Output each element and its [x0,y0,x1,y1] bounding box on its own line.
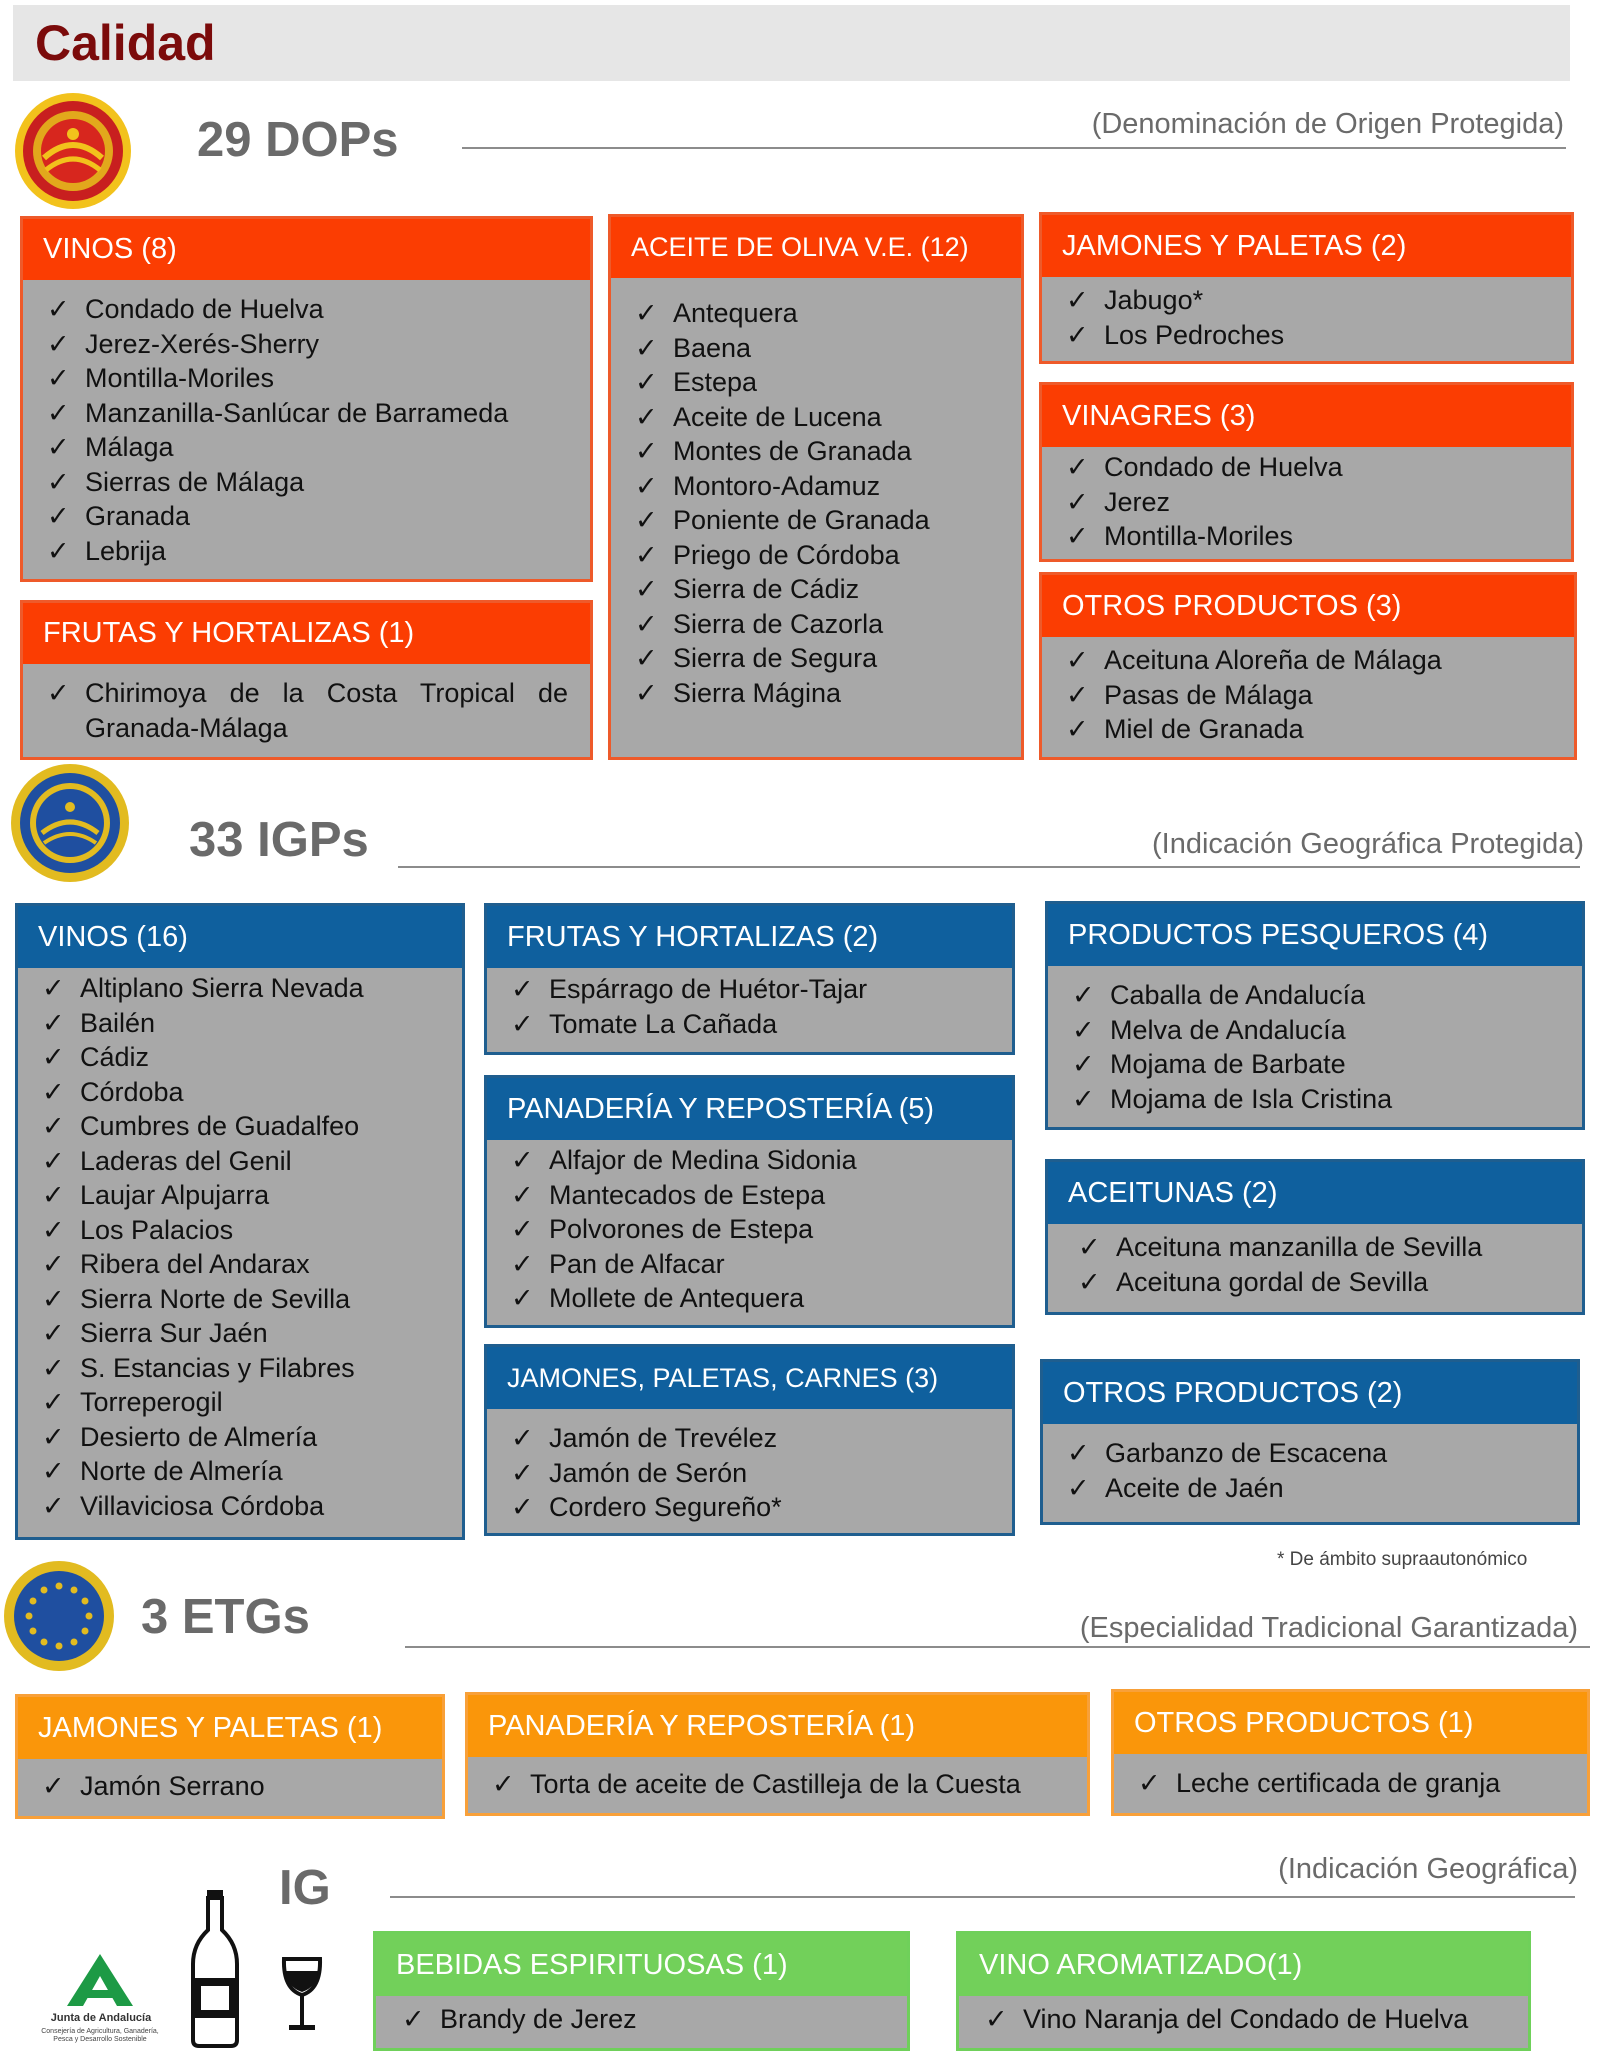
dop-frutas-header: FRUTAS Y HORTALIZAS (1) [23,603,590,664]
check-icon: ✓ [42,1490,65,1521]
dop-aceite-header: ACEITE DE OLIVA V.E. (12) [611,217,1021,278]
check-icon: ✓ [1066,486,1089,517]
check-icon: ✓ [1072,1014,1095,1045]
igp-frutas-list [487,968,1012,1041]
etg-jamones-box [15,1694,445,1819]
check-icon: ✓ [985,2004,1008,2034]
check-icon: ✓ [1066,285,1089,315]
list-item: ✓ Montes de Granada [635,434,1011,469]
check-icon: ✓ [511,1423,534,1453]
list-item: ✓ Ribera del Andarax [42,1247,452,1282]
ig-rule [390,1896,1575,1898]
etg-panaderia-box [465,1692,1090,1816]
check-icon: ✓ [42,1145,65,1176]
check-icon: ✓ [635,401,658,432]
list-item: ✓ Jamón Serrano [42,1769,432,1804]
list-item: ✓ Montilla-Moriles [47,361,580,396]
list-item: ✓ Tomate La Cañada [511,1007,1002,1042]
ig-section-title: IG [279,1861,331,1915]
check-icon: ✓ [635,436,658,466]
check-icon: ✓ [635,574,658,604]
dop-vinos-box [20,216,593,582]
etg-otros-box [1111,1689,1590,1816]
check-icon: ✓ [1072,1049,1095,1079]
check-icon: ✓ [42,1076,65,1107]
check-icon: ✓ [42,1387,65,1417]
list-item: ✓ Chirimoya de la Costa Tropical de Granada-Málaga [47,678,568,743]
igp-panaderia-list [487,1140,1012,1316]
check-icon: ✓ [47,501,70,531]
check-icon: ✓ [1078,1232,1101,1262]
list-item: ✓ Polvorones de Estepa [511,1212,1002,1247]
check-icon: ✓ [42,973,65,1003]
dop-jamones-header: JAMONES Y PALETAS (2) [1042,215,1571,277]
list-item: ✓ Córdoba [42,1075,452,1110]
etg-panaderia-header: PANADERÍA Y REPOSTERÍA (1) [468,1695,1087,1757]
check-icon: ✓ [511,974,534,1004]
igp-section-subtitle: (Indicación Geográfica Protegida) [1151,828,1584,860]
check-icon: ✓ [511,1008,534,1039]
check-icon: ✓ [47,397,70,428]
page-title: Calidad [35,15,216,71]
check-icon: ✓ [635,367,658,397]
list-item: ✓ Poniente de Granada [635,503,1011,538]
igp-jamones-box [484,1344,1015,1536]
list-item: ✓ Lebrija [47,534,580,569]
etg-rule [405,1646,1590,1648]
list-item: ✓ Melva de Andalucía [1072,1013,1572,1048]
check-icon: ✓ [42,1180,65,1210]
igp-otros-list [1043,1424,1577,1505]
check-icon: ✓ [42,1421,65,1452]
list-item: ✓ Brandy de Jerez [402,2002,897,2037]
check-icon: ✓ [1066,521,1089,551]
check-icon: ✓ [1138,1768,1161,1798]
dop-rule [462,147,1566,149]
check-icon: ✓ [511,1457,534,1488]
etg-section-subtitle: (Especialidad Tradicional Garantizada) [1079,1612,1578,1644]
check-icon: ✓ [1072,980,1095,1010]
dop-seal-icon [14,92,132,210]
list-item: ✓ Jerez [1066,485,1561,520]
igp-aceitunas-list [1048,1224,1582,1299]
check-icon: ✓ [47,432,70,462]
igp-vinos-header: VINOS (16) [18,906,462,968]
etg-jamones-header: JAMONES Y PALETAS (1) [18,1697,442,1759]
list-item: ✓ Los Pedroches [1066,318,1561,353]
list-item: ✓ Mollete de Antequera [511,1281,1002,1316]
list-item: ✓ Vino Naranja del Condado de Huelva [985,2002,1518,2037]
check-icon: ✓ [511,1492,534,1522]
footnote: * De ámbito supraautonómico [1277,1549,1528,1570]
check-icon: ✓ [635,505,658,535]
igp-jamones-header: JAMONES, PALETAS, CARNES (3) [487,1347,1012,1409]
list-item: ✓ Montilla-Moriles [1066,519,1561,554]
ig-vino-list [959,1996,1528,2037]
check-icon: ✓ [42,1771,65,1801]
igp-seal-icon [10,763,130,883]
check-icon: ✓ [42,1456,65,1486]
list-item: ✓ Cádiz [42,1040,452,1075]
etg-panaderia-list [468,1757,1087,1802]
list-item: ✓ Jerez-Xerés-Sherry [47,327,580,362]
check-icon: ✓ [1066,319,1089,350]
list-item: ✓ Granada [47,499,580,534]
igp-section-title: 33 IGPs [189,813,369,867]
check-icon: ✓ [1067,1472,1090,1503]
check-icon: ✓ [1072,1083,1095,1114]
ig-bebidas-header: BEBIDAS ESPIRITUOSAS (1) [376,1934,907,1996]
wine-glass-icon [279,1955,325,2035]
list-item: ✓ Aceituna Aloreña de Málaga [1066,643,1564,678]
check-icon: ✓ [47,294,70,324]
list-item: ✓ Miel de Granada [1066,712,1564,747]
list-item: ✓ Antequera [635,296,1011,331]
ig-vino-header: VINO AROMATIZADO(1) [959,1934,1528,1996]
etg-otros-header: OTROS PRODUCTOS (1) [1114,1692,1587,1754]
list-item: ✓ Cumbres de Guadalfeo [42,1109,452,1144]
dop-jamones-list [1042,277,1571,352]
dop-aceite-list [611,278,1021,710]
list-item: ✓ Priego de Córdoba [635,538,1011,573]
list-item: ✓ Manzanilla-Sanlúcar de Barrameda [47,396,580,431]
check-icon: ✓ [47,363,70,393]
list-item: ✓ Montoro-Adamuz [635,469,1011,504]
dop-vinagres-box [1039,382,1574,562]
list-item: ✓ Norte de Almería [42,1454,452,1489]
list-item: ✓ Sierra Norte de Sevilla [42,1282,452,1317]
igp-jamones-list [487,1409,1012,1525]
list-item: ✓ Garbanzo de Escacena [1067,1436,1567,1471]
check-icon: ✓ [42,1352,65,1383]
check-icon: ✓ [635,298,658,328]
check-icon: ✓ [42,1249,65,1279]
igp-vinos-list [18,968,462,1523]
list-item: ✓ Alfajor de Medina Sidonia [511,1143,1002,1178]
list-item: ✓ Laujar Alpujarra [42,1178,452,1213]
list-item: ✓ Altiplano Sierra Nevada [42,971,452,1006]
igp-panaderia-box [484,1075,1015,1328]
dop-vinagres-list [1042,447,1571,554]
list-item: ✓ Condado de Huelva [1066,450,1561,485]
list-item: ✓ Laderas del Genil [42,1144,452,1179]
check-icon: ✓ [42,1007,65,1038]
logo-subtitle: Consejería de Agricultura, Ganadería, Pesca y Desarrollo Sostenible [41,2028,159,2043]
list-item: ✓ Sierras de Málaga [47,465,580,500]
list-item: ✓ Jabugo* [1066,283,1561,318]
igp-panaderia-header: PANADERÍA Y REPOSTERÍA (5) [487,1078,1012,1140]
igp-frutas-box [484,903,1015,1055]
ig-bebidas-box [373,1931,910,2051]
list-item: ✓ Sierra de Cádiz [635,572,1011,607]
etg-section-title: 3 ETGs [141,1590,310,1644]
check-icon: ✓ [635,608,658,639]
check-icon: ✓ [47,466,70,497]
check-icon: ✓ [511,1179,534,1210]
list-item: ✓ Sierra de Segura [635,641,1011,676]
list-item: ✓ Aceite de Jaén [1067,1471,1567,1506]
igp-aceitunas-box [1045,1159,1585,1315]
check-icon: ✓ [1066,679,1089,710]
logo-name: Junta de Andalucía [50,2012,152,2024]
list-item: ✓ Espárrago de Huétor-Tajar [511,972,1002,1007]
check-icon: ✓ [1066,645,1089,675]
list-item: ✓ Mantecados de Estepa [511,1178,1002,1213]
list-item: ✓ Sierra Sur Jaén [42,1316,452,1351]
dop-otros-header: OTROS PRODUCTOS (3) [1042,575,1574,637]
ig-bebidas-list [376,1996,907,2037]
igp-pesqueros-box [1045,901,1585,1130]
list-item: ✓ Sierra de Cazorla [635,607,1011,642]
list-item: ✓ Aceituna manzanilla de Sevilla [1078,1230,1572,1265]
dop-otros-box [1039,572,1577,760]
list-item: ✓ S. Estancias y Filabres [42,1351,452,1386]
dop-frutas-list [23,664,590,745]
list-item: ✓ Condado de Huelva [47,292,580,327]
list-item: ✓ Estepa [635,365,1011,400]
list-item: ✓ Torreperogil [42,1385,452,1420]
list-item: ✓ Cordero Segureño* [511,1490,1002,1525]
check-icon: ✓ [42,1042,65,1072]
igp-pesqueros-list [1048,966,1582,1116]
check-icon: ✓ [635,332,658,363]
etg-jamones-list [18,1759,442,1804]
igp-pesqueros-header: PRODUCTOS PESQUEROS (4) [1048,904,1582,966]
check-icon: ✓ [402,2004,425,2034]
check-icon: ✓ [42,1111,65,1141]
bottle-icon [189,1888,241,2048]
check-icon: ✓ [1066,452,1089,482]
igp-vinos-box [15,903,465,1540]
list-item: ✓ Aceite de Lucena [635,400,1011,435]
dop-vinos-list [23,280,590,568]
list-item: ✓ Caballa de Andalucía [1072,978,1572,1013]
check-icon: ✓ [42,1318,65,1348]
check-icon: ✓ [511,1283,534,1313]
check-icon: ✓ [42,1214,65,1245]
list-item: ✓ Pan de Alfacar [511,1247,1002,1282]
list-item: ✓ Leche certificada de granja [1138,1766,1577,1801]
list-item: ✓ Desierto de Almería [42,1420,452,1455]
title-bar [13,5,1570,81]
ig-vino-box [956,1931,1531,2051]
check-icon: ✓ [635,470,658,501]
check-icon: ✓ [511,1248,534,1279]
check-icon: ✓ [635,539,658,570]
check-icon: ✓ [47,678,70,708]
list-item: ✓ Baena [635,331,1011,366]
dop-frutas-box [20,600,593,760]
dop-otros-list [1042,637,1574,747]
dop-vinagres-header: VINAGRES (3) [1042,385,1571,447]
ig-section-subtitle: (Indicación Geográfica) [1278,1853,1578,1885]
check-icon: ✓ [47,328,70,359]
list-item: ✓ Torta de aceite de Castilleja de la Cuesta [492,1767,1077,1802]
check-icon: ✓ [635,643,658,673]
igp-otros-header: OTROS PRODUCTOS (2) [1043,1362,1577,1424]
etg-otros-list [1114,1754,1587,1801]
list-item: ✓ Jamón de Serón [511,1456,1002,1491]
list-item: ✓ Villaviciosa Córdoba [42,1489,452,1524]
dop-section-title: 29 DOPs [197,113,399,167]
list-item: ✓ Bailén [42,1006,452,1041]
check-icon: ✓ [1067,1438,1090,1468]
check-icon: ✓ [42,1283,65,1314]
list-item: ✓ Pasas de Málaga [1066,678,1564,713]
check-icon: ✓ [492,1769,515,1799]
igp-aceitunas-header: ACEITUNAS (2) [1048,1162,1582,1224]
junta-andalucia-logo [30,1950,170,2055]
dop-aceite-box [608,214,1024,760]
igp-otros-box [1040,1359,1580,1525]
etg-seal-icon [3,1560,115,1672]
igp-frutas-header: FRUTAS Y HORTALIZAS (2) [487,906,1012,968]
dop-section-subtitle: (Denominación de Origen Protegida) [1091,108,1564,140]
list-item: ✓ Aceituna gordal de Sevilla [1078,1265,1572,1300]
check-icon: ✓ [47,535,70,566]
list-item: ✓ Mojama de Barbate [1072,1047,1572,1082]
check-icon: ✓ [511,1214,534,1244]
list-item: ✓ Sierra Mágina [635,676,1011,711]
check-icon: ✓ [1078,1266,1101,1297]
list-item: ✓ Málaga [47,430,580,465]
dop-vinos-header: VINOS (8) [23,219,590,280]
list-item: ✓ Jamón de Trevélez [511,1421,1002,1456]
list-item: ✓ Mojama de Isla Cristina [1072,1082,1572,1117]
igp-rule [398,866,1580,868]
dop-jamones-box [1039,212,1574,364]
check-icon: ✓ [635,677,658,708]
check-icon: ✓ [1066,714,1089,744]
list-item: ✓ Los Palacios [42,1213,452,1248]
check-icon: ✓ [511,1145,534,1175]
